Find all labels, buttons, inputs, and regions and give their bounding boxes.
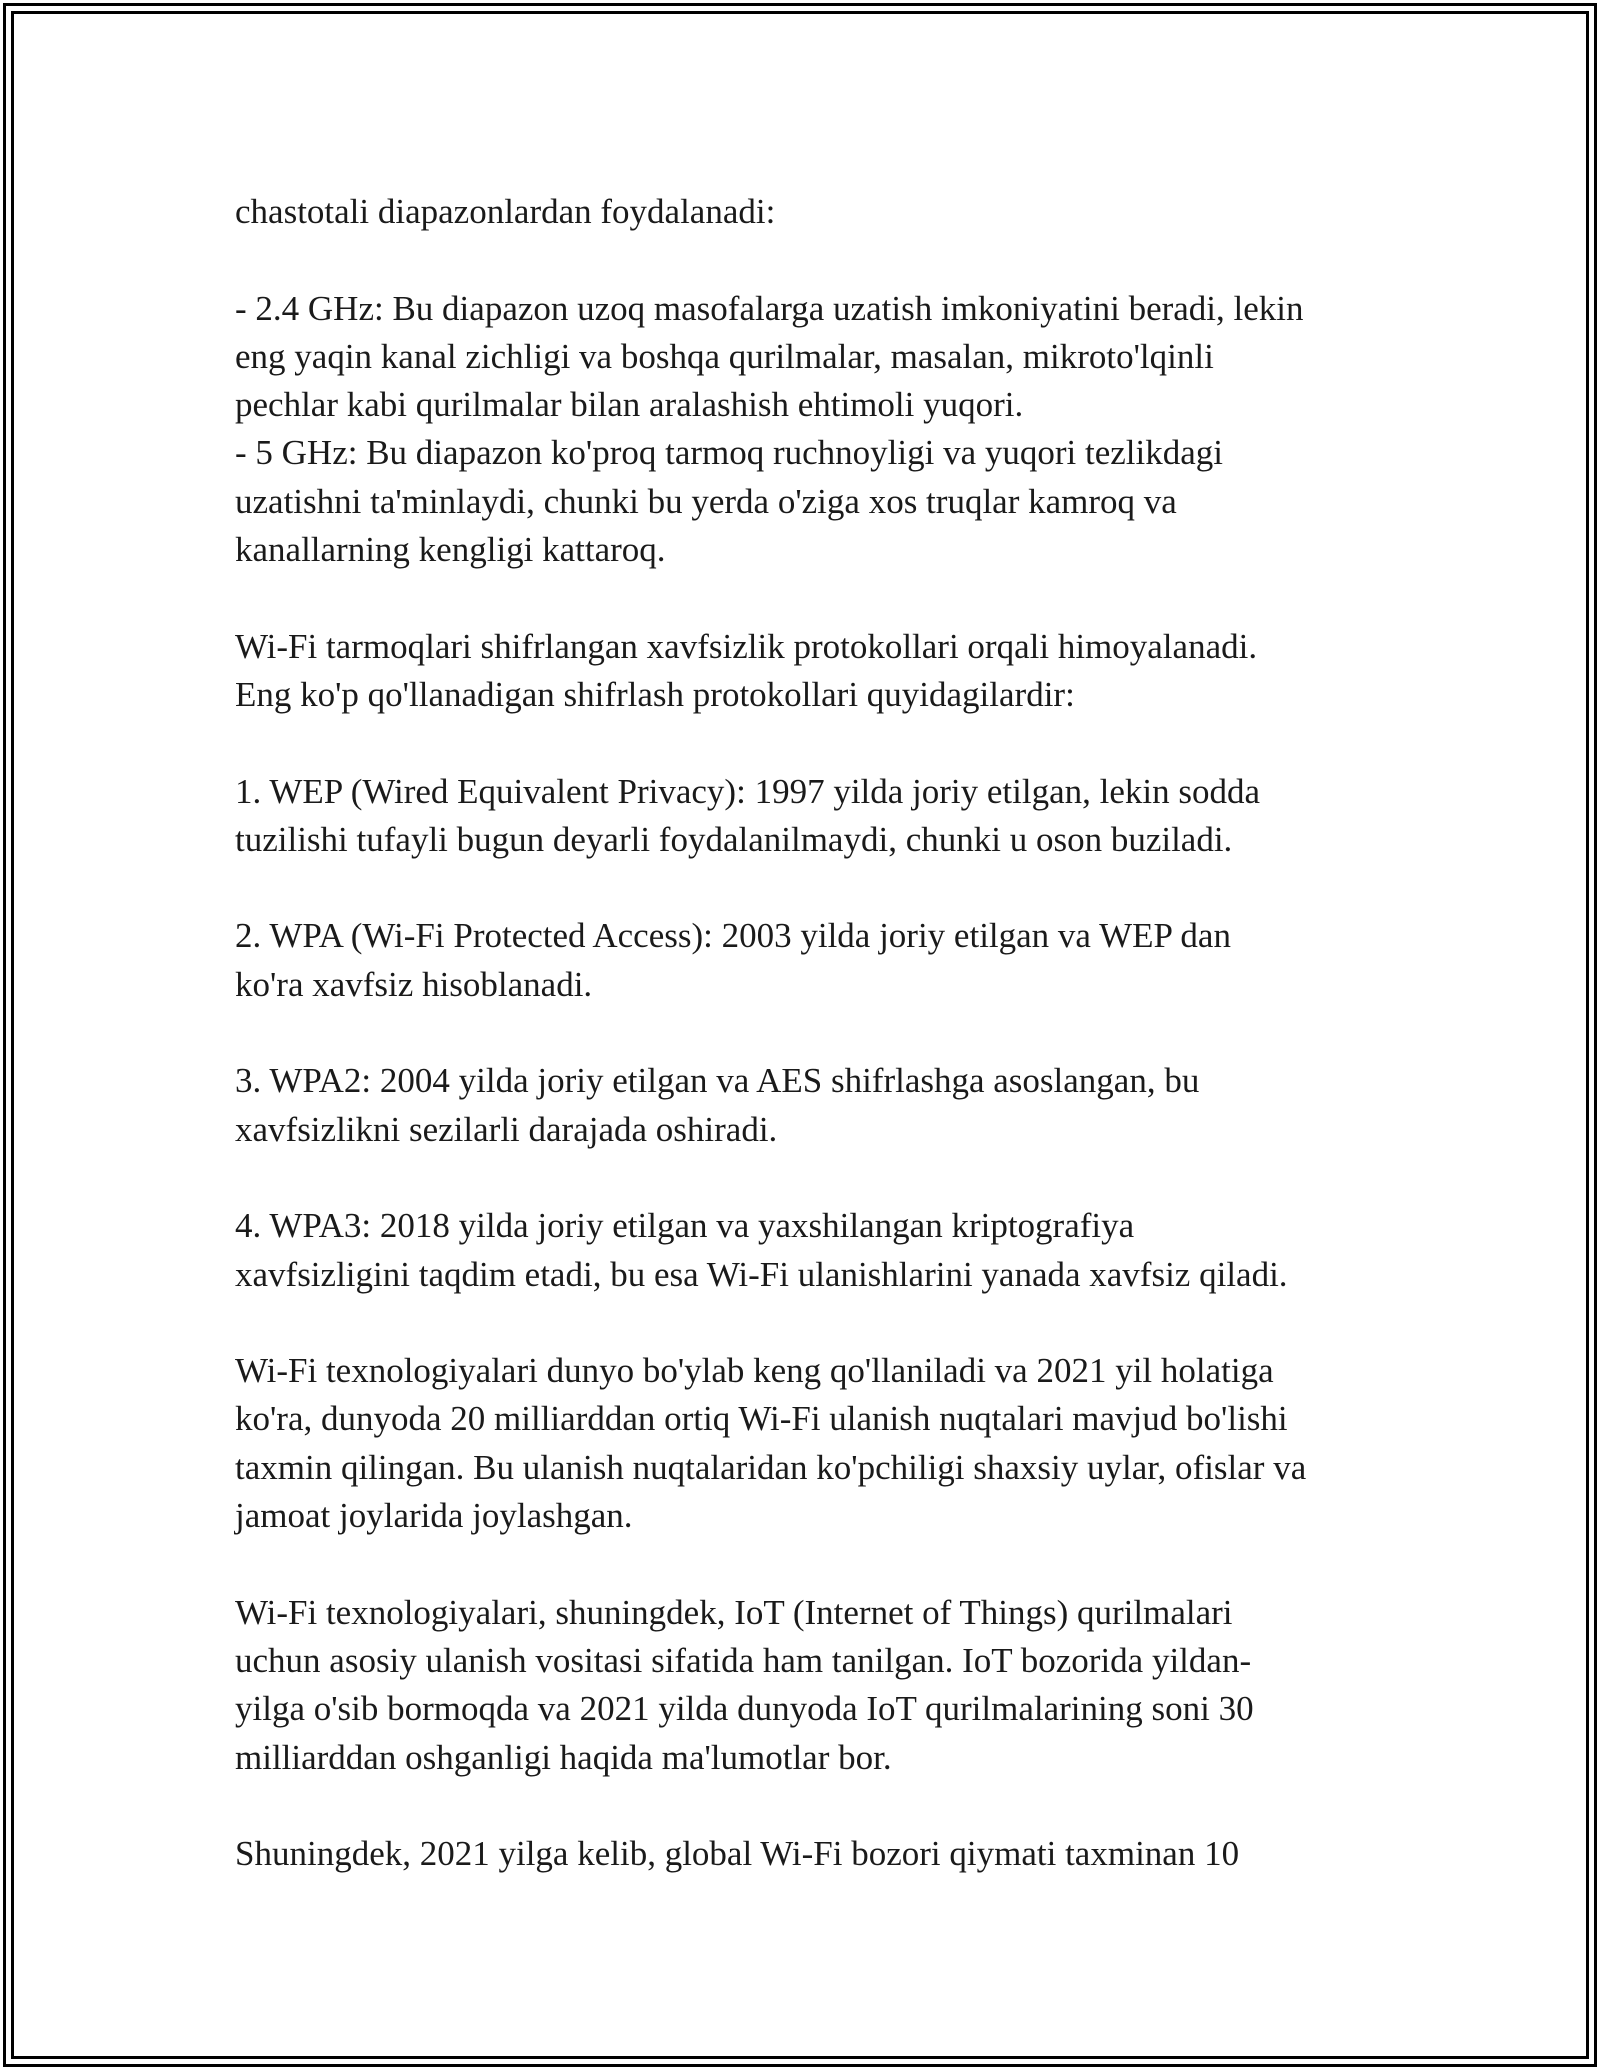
- paragraph: [235, 1347, 1375, 1540]
- paragraph-gap: [235, 574, 1375, 622]
- paragraph: [235, 912, 1375, 1009]
- paragraph: [235, 623, 1375, 720]
- paragraph: [235, 1057, 1375, 1154]
- text-line: 4. WPA3: 2018 yilda joriy etilgan va yaxshilangan kriptografiya: [235, 1206, 1135, 1246]
- paragraph-gap: [235, 236, 1375, 284]
- paragraph-gap: [235, 1299, 1375, 1347]
- text-line: - 5 GHz: Bu diapazon ko'proq tarmoq ruchnoyligi va yuqori tezlikdagi: [235, 433, 1224, 473]
- text-line: 3. WPA2: 2004 yilda joriy etilgan va AES shifrlashga asoslangan, bu: [235, 1061, 1200, 1101]
- text-line: jamoat joylarida joylashgan.: [235, 1496, 633, 1536]
- paragraph-gap: [235, 719, 1375, 767]
- text-line: 1. WEP (Wired Equivalent Privacy): 1997 yilda joriy etilgan, lekin sodda: [235, 771, 1261, 811]
- text-line: pechlar kabi qurilmalar bilan aralashish ehtimoli yuqori.: [235, 385, 1024, 425]
- paragraph-gap: [235, 864, 1375, 912]
- text-line: kanallarning kengligi kattaroq.: [235, 530, 666, 570]
- text-line: Eng ko'p qo'llanadigan shifrlash protokollari quyidagilardir:: [235, 674, 1075, 714]
- text-line: uzatishni ta'minlaydi, chunki bu yerda o'ziga xos truqlar kamroq va: [235, 481, 1177, 521]
- text-line: Wi-Fi texnologiyalari dunyo bo'ylab keng qo'llaniladi va 2021 yil holatiga: [235, 1351, 1274, 1391]
- text-line: taxmin qilingan. Bu ulanish nuqtalaridan ko'pchiligi shaxsiy uylar, ofislar va: [235, 1447, 1307, 1487]
- paragraph: [235, 1830, 1375, 1878]
- document-body: [235, 188, 1375, 1878]
- paragraph: [235, 768, 1375, 865]
- text-line: yilga o'sib bormoqda va 2021 yilda dunyoda IoT qurilmalarining soni 30: [235, 1689, 1254, 1729]
- paragraph: [235, 188, 1375, 236]
- text-line: Shuningdek, 2021 yilga kelib, global Wi-Fi bozori qiymati taxminan 10: [235, 1834, 1240, 1874]
- text-line: tuzilishi tufayli bugun deyarli foydalanilmaydi, chunki u oson buziladi.: [235, 819, 1233, 859]
- paragraph: [235, 1589, 1375, 1782]
- text-line: ko'ra, dunyoda 20 milliarddan ortiq Wi-Fi ulanish nuqtalari mavjud bo'lishi: [235, 1399, 1288, 1439]
- text-line: eng yaqin kanal zichligi va boshqa qurilmalar, masalan, mikroto'lqinli: [235, 336, 1214, 376]
- text-line: Wi-Fi tarmoqlari shifrlangan xavfsizlik protokollari orqali himoyalanadi.: [235, 626, 1258, 666]
- text-line: milliarddan oshganligi haqida ma'lumotlar bor.: [235, 1737, 892, 1777]
- text-line: chastotali diapazonlardan foydalanadi:: [235, 192, 776, 231]
- text-line: 2. WPA (Wi-Fi Protected Access): 2003 yilda joriy etilgan va WEP dan: [235, 916, 1231, 956]
- text-line: ko'ra xavfsiz hisoblanadi.: [235, 964, 593, 1004]
- paragraph-gap: [235, 1782, 1375, 1830]
- paragraph-gap: [235, 1154, 1375, 1202]
- text-line: xavfsizligini taqdim etadi, bu esa Wi-Fi ulanishlarini yanada xavfsiz qiladi.: [235, 1254, 1288, 1294]
- text-line: uchun asosiy ulanish vositasi sifatida ham tanilgan. IoT bozorida yildan-: [235, 1640, 1252, 1680]
- text-line: Wi-Fi texnologiyalari, shuningdek, IoT (Internet of Things) qurilmalari: [235, 1592, 1233, 1632]
- paragraph: [235, 285, 1375, 575]
- text-line: - 2.4 GHz: Bu diapazon uzoq masofalarga uzatish imkoniyatini beradi, lekin: [235, 288, 1304, 328]
- paragraph-gap: [235, 1540, 1375, 1588]
- paragraph: [235, 1202, 1375, 1299]
- paragraph-gap: [235, 1009, 1375, 1057]
- text-line: xavfsizlikni sezilarli darajada oshiradi.: [235, 1109, 778, 1149]
